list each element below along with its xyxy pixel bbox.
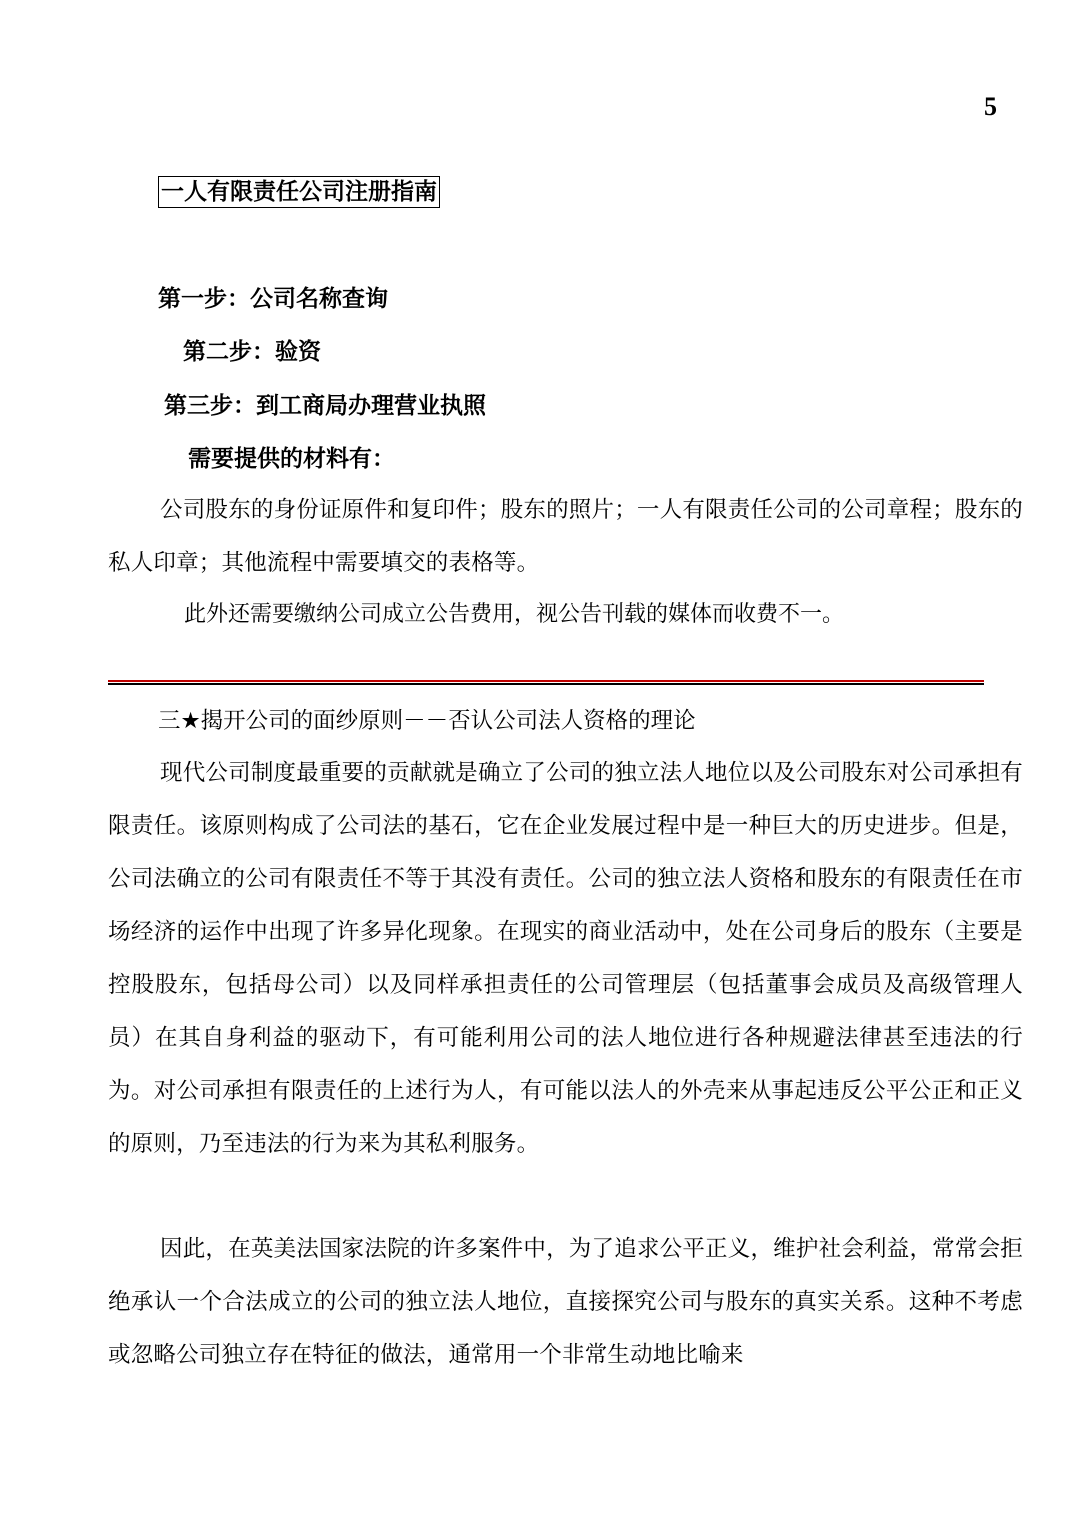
divider-line-black <box>108 683 984 685</box>
section-divider <box>108 680 984 686</box>
materials-label: 需要提供的材料有： <box>188 446 395 472</box>
materials-text: 公司股东的身份证原件和复印件；股东的照片；一人有限责任公司的公司章程；股东的私人印章；其他流程中需要填交的表格等。 <box>108 497 1023 576</box>
body-paragraph-1: 现代公司制度最重要的贡献就是确立了公司的独立法人地位以及公司股东对公司承担有限责任。该原则构成了公司法的基石，它在企业发展过程中是一种巨大的历史进步。但是，公司法确立的公司有限责任不等于其没有责任。公司的独立法人资格和股东的有限责任在市场经济的运作中出现了许多异化现象。在现实的商业活动中，处在公司身后的股东（主要是控股股东，包括母公司）以及同样承担责任的公司管理层（包括董事会成员及高级管理人员）在其自身利益的驱动下，有可能利用公司的法人地位进行各种规避法律甚至违法的行为。对公司承担有限责任的上述行为人，有可能以法人的外壳来从事起违反公平公正和正义的原则，乃至违法的行为来为其私利服务。 <box>108 760 1023 1157</box>
guide-title: 一人有限责任公司注册指南 <box>158 176 440 208</box>
page-number: 5 <box>984 92 997 121</box>
step-2: 第二步：验资 <box>183 339 321 365</box>
step-3: 第三步：到工商局办理营业执照 <box>164 393 486 419</box>
divider-line-red <box>108 680 984 682</box>
fee-note: 此外还需要缴纳公司成立公告费用，视公告刊载的媒体而收费不一。 <box>184 602 845 627</box>
step-1: 第一步：公司名称查询 <box>158 286 388 312</box>
body-paragraph-2: 因此，在英美法国家法院的许多案件中，为了追求公平正义，维护社会利益，常常会拒绝承认一个合法成立的公司的独立法人地位，直接探究公司与股东的真实关系。这种不考虑或忽略公司独立存在特征的做法，通常用一个非常生动地比喻来 <box>108 1236 1023 1368</box>
section-heading: 三★揭开公司的面纱原则－－否认公司法人资格的理论 <box>158 708 696 734</box>
